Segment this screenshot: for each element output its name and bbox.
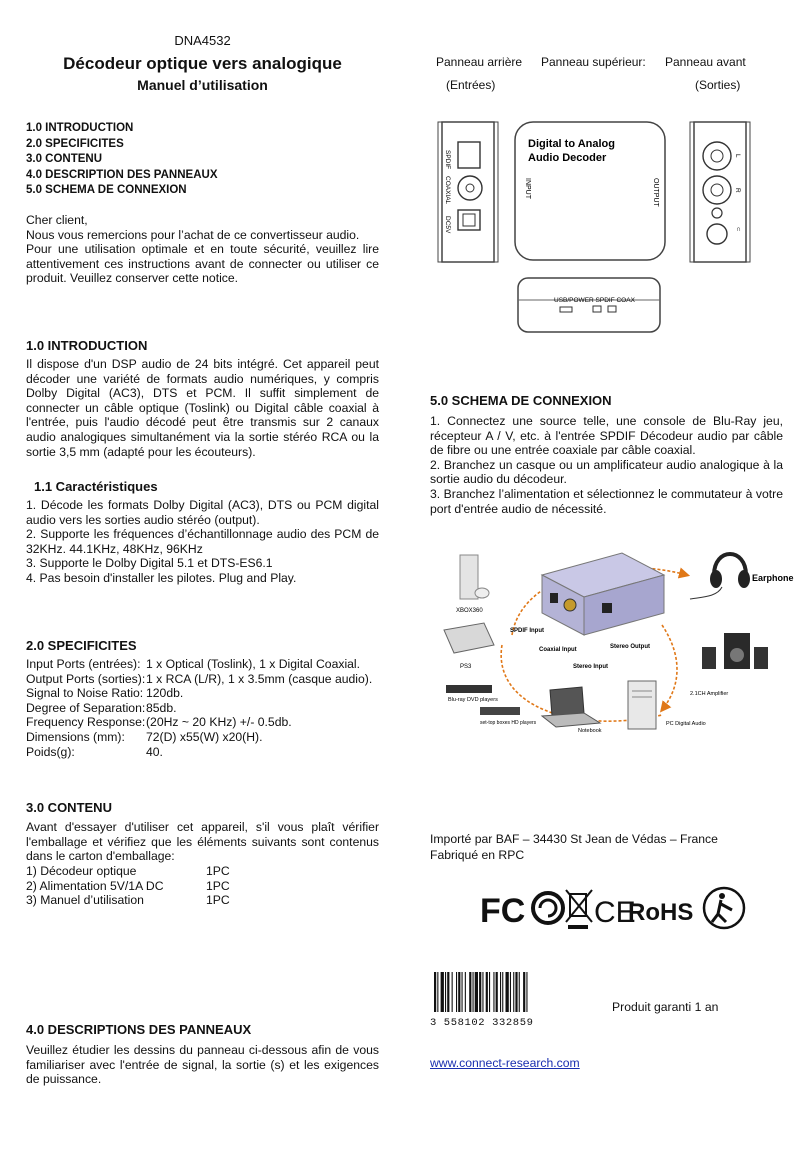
spec-value: (20Hz ~ 20 KHz) +/- 0.5db.	[146, 715, 292, 730]
barcode-bar	[502, 972, 503, 1012]
stereo-output-label: Stereo Output	[610, 644, 650, 650]
feature-item: 2. Supporte les fréquences d’échantillonnage audio des PCM de 32KHz. 44.1KHz, 48KHz, 96KHz	[26, 527, 379, 556]
spdif-input-label: SPDIF Input	[510, 628, 544, 634]
greeting-salutation: Cher client,	[26, 213, 88, 227]
spec-value: 72(D) x55(W) x20(H).	[146, 729, 263, 744]
ps3-icon	[444, 623, 494, 653]
spec-row	[26, 730, 386, 745]
made-in-text: Fabriqué en RPC	[430, 848, 525, 862]
barcode-bar	[506, 972, 509, 1012]
spec-label: Dimensions (mm):	[26, 729, 125, 744]
earphone-icon	[690, 554, 750, 599]
settop-box-icon	[480, 707, 520, 715]
warranty-text: Produit garanti 1 an	[612, 1000, 719, 1014]
barcode-number: 3 558102 332859	[430, 1016, 534, 1029]
barcode-bar	[441, 972, 444, 1012]
top-input-label: INPUT	[524, 178, 531, 199]
earphone-label: Earphone	[752, 573, 794, 583]
panel-drawings	[430, 110, 760, 350]
barcode-bar	[519, 972, 520, 1012]
intro-heading: 1.0 INTRODUCTION	[26, 338, 148, 353]
decoder-device-icon	[542, 553, 664, 635]
top-output-label: OUTPUT	[652, 178, 659, 207]
weee-bin-icon	[566, 890, 592, 929]
document-title: Décodeur optique vers analogique	[63, 54, 342, 73]
rear-panel-drawing	[438, 122, 498, 262]
barcode-bar	[462, 972, 463, 1012]
fcc-logo: FC	[480, 892, 526, 930]
website-link[interactable]: www.connect-research.com	[430, 1056, 580, 1070]
toc-item: 5.0 SCHEMA DE CONNEXION	[26, 184, 187, 196]
contents-item	[26, 893, 326, 908]
toc-item: 4.0 DESCRIPTION DES PANNEAUX	[26, 168, 218, 181]
spec-label: Output Ports (sorties):	[26, 671, 146, 686]
compliance-logos	[478, 880, 748, 936]
label-rear-panel: Panneau arrière	[436, 55, 523, 69]
contents-heading: 3.0 CONTENU	[26, 800, 112, 815]
connection-diagram	[432, 535, 800, 750]
spec-label: Frequency Response:	[26, 715, 146, 730]
spec-row	[26, 715, 386, 730]
panels-heading: 4.0 DESCRIPTIONS DES PANNEAUX	[26, 1022, 252, 1037]
barcode-bar	[458, 972, 460, 1012]
barcode-bar	[456, 972, 457, 1012]
barcode-bar	[513, 972, 514, 1012]
label-front-sub: (Sorties)	[695, 78, 741, 92]
barcode-bar	[473, 972, 474, 1012]
barcode-bar	[434, 972, 436, 1012]
barcode-bar	[437, 972, 438, 1012]
recycling-person-icon	[704, 888, 744, 928]
barcode-bar	[510, 972, 511, 1012]
spec-label: Signal to Noise Ratio:	[26, 686, 144, 701]
label-top-panel: Panneau supérieur:	[541, 55, 646, 69]
barcode	[430, 972, 574, 1029]
spec-label: Degree of Separation:	[26, 700, 146, 715]
notebook-icon	[542, 687, 600, 727]
barcode-bar	[452, 972, 453, 1012]
contents-item-qty: 1PC	[206, 864, 230, 878]
bluray-label: Blu-ray DVD players	[448, 697, 498, 703]
connection-step: 1. Connectez une source telle, une console de Blu-Ray jeu, récepteur A / V, etc. à l'entrée SPDIF Décodeur audio par câble de fibre ou une entrée coaxiale par câble coaxial.	[430, 414, 783, 458]
document-subtitle: Manuel d’utilisation	[137, 77, 268, 93]
feature-item: 4. Pas besoin d'installer les pilotes. Plug and Play.	[26, 570, 297, 585]
ps3-label: PS3	[460, 664, 472, 670]
spec-label: Poids(g):	[26, 744, 75, 759]
spec-row	[26, 657, 386, 672]
contents-item-name: 2) Alimentation 5V/1A DC	[26, 878, 164, 893]
coaxial-input-label: Coaxial Input	[539, 647, 577, 653]
barcode-bar	[493, 972, 494, 1012]
features-heading: 1.1 Caractéristiques	[34, 479, 158, 494]
greeting-thanks: Nous vous remercions pour l’achat de ce convertisseur audio.	[26, 227, 360, 242]
contents-list	[26, 864, 326, 908]
specs-heading: 2.0 SPECIFICITES	[26, 638, 137, 653]
toc-item: 1.0 INTRODUCTION	[26, 122, 134, 134]
label-front-panel: Panneau avant	[665, 55, 746, 69]
spec-row	[26, 745, 386, 760]
connection-step: 3. Branchez l’alimentation et sélectionnez le commutateur à votre port d'entrée audio de nécessité.	[430, 486, 783, 516]
contents-item	[26, 879, 326, 894]
greeting-advice: Pour une utilisation optimale et en toute sécurité, veuillez lire attentivement ces instructions avant de connecter ou utiliser ce produit. Veuillez conserver cette notice.	[26, 242, 379, 286]
pc-tower-icon	[628, 681, 656, 729]
connection-heading: 5.0 SCHEMA DE CONNEXION	[430, 393, 612, 408]
barcode-bar	[447, 972, 449, 1012]
barcode-bar	[500, 972, 501, 1012]
specs-table	[26, 657, 386, 759]
contents-item-qty: 1PC	[206, 878, 230, 893]
panels-body: Veuillez étudier les dessins du panneau ci-dessous afin de vous familiariser avec l'entrée de signal, la sortie (s) et les exigences de puissance.	[26, 1043, 379, 1087]
rear-label-coaxial: COAXIAL	[444, 176, 451, 205]
spec-value: 1 x Optical (Toslink), 1 x Digital Coaxial.	[146, 657, 361, 671]
barcode-bar	[496, 972, 498, 1012]
connection-steps	[430, 414, 783, 516]
xbox-icon	[460, 555, 489, 599]
contents-item	[26, 864, 326, 879]
label-rear-sub: (Entrées)	[446, 78, 496, 92]
side-panel-drawing	[518, 278, 660, 332]
barcode-bar	[486, 972, 488, 1012]
toc-item: 3.0 CONTENU	[26, 153, 103, 165]
model-number: DNA4532	[174, 33, 231, 48]
front-label-headphone: ∩	[736, 226, 742, 233]
spec-row	[26, 686, 386, 701]
rohs-logo: RoHS	[628, 899, 694, 926]
front-label-left: L	[734, 154, 741, 158]
amplifier-label: 2.1CH Amplifier	[690, 691, 729, 697]
rear-label-spdif: SPDIF	[444, 150, 451, 170]
table-of-contents	[26, 121, 326, 199]
spec-row	[26, 701, 386, 716]
intro-body: Il dispose d'un DSP audio de 24 bits intégré. Cet appareil peut décoder une variété de formats audio numériques, y compris Dolby Digital (AC3), DTS et PCM. Il suffit simplement de connecter un câble optique (Toslink) ou Digital câble coaxial à l'entrée, puis l'audio décodé peut être transmis sur 2 canaux audio analogiques simultanément via la sortie stéréo RCA ou la sortie 3,5 mm (adapté pour les écouteurs).	[26, 357, 379, 459]
features-list	[26, 498, 379, 586]
barcode-bar	[479, 972, 481, 1012]
barcode-bar	[515, 972, 517, 1012]
barcode-bar	[523, 972, 525, 1012]
side-port-labels: USB/POWER SPDIF COAX	[554, 297, 635, 304]
feature-item: 1. Décode les formats Dolby Digital (AC3), DTS ou PCM digital audio vers les sorties audio stéréo (output).	[26, 498, 379, 527]
top-title-line2: Audio Decoder	[528, 152, 607, 164]
feature-item: 3. Supporte le Dolby Digital 5.1 et DTS-ES6.1	[26, 556, 273, 571]
notebook-label: Notebook	[578, 728, 602, 734]
contents-item-name: 1) Décodeur optique	[26, 864, 137, 878]
recycle-icon	[533, 893, 563, 923]
barcode-bar	[526, 972, 527, 1012]
settop-label: set-top boxes HD players	[480, 720, 537, 726]
barcode-bars	[430, 972, 574, 1012]
top-panel-drawing	[515, 122, 665, 260]
spec-value: 1 x RCA (L/R), 1 x 3.5mm (casque audio).	[146, 671, 373, 686]
spec-value: 120db.	[146, 686, 184, 701]
barcode-bar	[445, 972, 446, 1012]
toc-item: 2.0 SPECIFICITES	[26, 137, 124, 150]
spec-value: 85db.	[146, 700, 177, 715]
barcode-bar	[465, 972, 466, 1012]
contents-item-qty: 1PC	[206, 893, 230, 908]
barcode-bar	[469, 972, 471, 1012]
spec-label: Input Ports (entrées):	[26, 657, 141, 671]
top-title-line1: Digital to Analog	[528, 138, 615, 150]
front-panel-drawing	[690, 122, 750, 262]
amplifier-speakers-icon	[702, 633, 768, 669]
stereo-input-label: Stereo Input	[573, 664, 609, 670]
barcode-bar	[482, 972, 483, 1012]
barcode-bar	[475, 972, 478, 1012]
connection-step: 2. Branchez un casque ou un amplificateur audio analogique à la sortie audio du décodeur.	[430, 457, 783, 487]
xbox-label: XBOX360	[456, 608, 483, 614]
pc-label: PC Digital Audio	[666, 721, 706, 727]
front-label-right: R	[734, 188, 741, 193]
bluray-player-icon	[446, 685, 492, 693]
contents-item-name: 3) Manuel d’utilisation	[26, 893, 144, 908]
signal-arc-right	[662, 625, 677, 710]
importer-text: Importé par BAF – 34430 St Jean de Védas – France	[430, 832, 718, 846]
ce-logo: CE	[594, 896, 636, 929]
contents-body: Avant d'essayer d'utiliser cet appareil, s'il vous plaît vérifier l'emballage et vérifiez que les éléments suivants sont contenus dans le carton d'emballage:	[26, 820, 379, 864]
barcode-bar	[489, 972, 490, 1012]
spec-row	[26, 672, 386, 687]
spec-value: 40.	[146, 744, 163, 759]
rear-label-dc5v: DC5V	[444, 216, 451, 234]
greeting-block	[26, 213, 379, 286]
